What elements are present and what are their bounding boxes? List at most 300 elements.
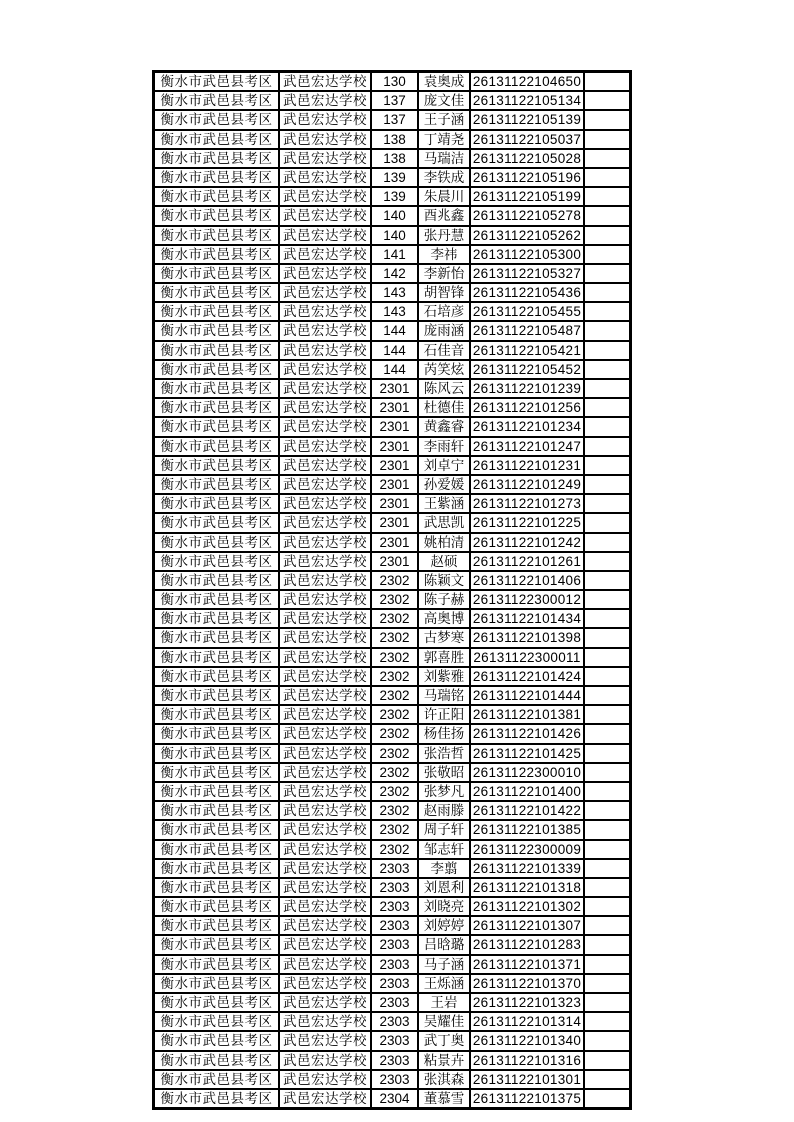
- cell-blank: [584, 935, 631, 954]
- cell-school-name: 武邑宏达学校: [279, 91, 371, 110]
- cell-student-name: 刘婷婷: [418, 916, 470, 935]
- cell-school-name: 武邑宏达学校: [279, 475, 371, 494]
- cell-exam-district: 衡水市武邑县考区: [154, 935, 280, 954]
- exam-roster-table: [152, 70, 632, 1110]
- cell-room-number: 138: [371, 130, 418, 149]
- cell-exam-number: 26131122101385: [470, 820, 584, 839]
- cell-blank: [584, 916, 631, 935]
- cell-exam-district: 衡水市武邑县考区: [154, 264, 280, 283]
- table-row: [154, 590, 631, 609]
- cell-exam-district: 衡水市武邑县考区: [154, 91, 280, 110]
- cell-blank: [584, 398, 631, 417]
- cell-exam-number: 26131122105455: [470, 302, 584, 321]
- cell-room-number: 2303: [371, 1031, 418, 1050]
- cell-school-name: 武邑宏达学校: [279, 456, 371, 475]
- cell-exam-district: 衡水市武邑县考区: [154, 686, 280, 705]
- cell-school-name: 武邑宏达学校: [279, 494, 371, 513]
- cell-school-name: 武邑宏达学校: [279, 130, 371, 149]
- cell-exam-district: 衡水市武邑县考区: [154, 1089, 280, 1109]
- cell-student-name: 酉兆鑫: [418, 206, 470, 225]
- cell-exam-number: 26131122101425: [470, 744, 584, 763]
- table-row: [154, 801, 631, 820]
- cell-exam-district: 衡水市武邑县考区: [154, 993, 280, 1012]
- cell-school-name: 武邑宏达学校: [279, 552, 371, 571]
- cell-exam-number: 26131122101234: [470, 417, 584, 436]
- cell-school-name: 武邑宏达学校: [279, 168, 371, 187]
- table-row: [154, 302, 631, 321]
- table-row: [154, 571, 631, 590]
- cell-room-number: 143: [371, 302, 418, 321]
- cell-blank: [584, 360, 631, 379]
- cell-student-name: 武丁奥: [418, 1031, 470, 1050]
- cell-exam-district: 衡水市武邑县考区: [154, 110, 280, 129]
- table-row: [154, 245, 631, 264]
- cell-room-number: 2301: [371, 456, 418, 475]
- cell-exam-number: 26131122101434: [470, 609, 584, 628]
- cell-blank: [584, 974, 631, 993]
- cell-exam-district: 衡水市武邑县考区: [154, 571, 280, 590]
- cell-room-number: 2303: [371, 916, 418, 935]
- cell-student-name: 黄鑫睿: [418, 417, 470, 436]
- cell-blank: [584, 571, 631, 590]
- cell-exam-number: 26131122101424: [470, 667, 584, 686]
- cell-blank: [584, 1070, 631, 1089]
- cell-room-number: 2301: [371, 437, 418, 456]
- cell-exam-number: 26131122105196: [470, 168, 584, 187]
- table-row: [154, 724, 631, 743]
- cell-exam-district: 衡水市武邑县考区: [154, 302, 280, 321]
- cell-exam-number: 26131122300012: [470, 590, 584, 609]
- cell-exam-district: 衡水市武邑县考区: [154, 955, 280, 974]
- cell-school-name: 武邑宏达学校: [279, 859, 371, 878]
- cell-room-number: 2302: [371, 724, 418, 743]
- table-row: [154, 206, 631, 225]
- cell-room-number: 2301: [371, 533, 418, 552]
- cell-exam-district: 衡水市武邑县考区: [154, 648, 280, 667]
- cell-exam-number: 26131122101239: [470, 379, 584, 398]
- table-row: [154, 379, 631, 398]
- cell-student-name: 张敬昭: [418, 763, 470, 782]
- cell-exam-district: 衡水市武邑县考区: [154, 533, 280, 552]
- cell-room-number: 137: [371, 91, 418, 110]
- cell-exam-number: 26131122101314: [470, 1012, 584, 1031]
- cell-room-number: 130: [371, 72, 418, 92]
- cell-school-name: 武邑宏达学校: [279, 360, 371, 379]
- table-row: [154, 264, 631, 283]
- cell-room-number: 2304: [371, 1089, 418, 1109]
- cell-school-name: 武邑宏达学校: [279, 226, 371, 245]
- cell-student-name: 马瑞洁: [418, 149, 470, 168]
- cell-school-name: 武邑宏达学校: [279, 379, 371, 398]
- cell-room-number: 2303: [371, 897, 418, 916]
- cell-room-number: 141: [371, 245, 418, 264]
- cell-exam-district: 衡水市武邑县考区: [154, 379, 280, 398]
- cell-exam-number: 26131122105327: [470, 264, 584, 283]
- cell-exam-number: 26131122101381: [470, 705, 584, 724]
- cell-student-name: 王烁涵: [418, 974, 470, 993]
- cell-exam-district: 衡水市武邑县考区: [154, 744, 280, 763]
- cell-room-number: 138: [371, 149, 418, 168]
- cell-exam-number: 26131122105262: [470, 226, 584, 245]
- table-row: [154, 686, 631, 705]
- cell-exam-district: 衡水市武邑县考区: [154, 897, 280, 916]
- cell-room-number: 2302: [371, 705, 418, 724]
- cell-exam-number: 26131122101370: [470, 974, 584, 993]
- cell-blank: [584, 533, 631, 552]
- cell-exam-number: 26131122101242: [470, 533, 584, 552]
- cell-exam-number: 26131122101318: [470, 878, 584, 897]
- cell-exam-district: 衡水市武邑县考区: [154, 705, 280, 724]
- cell-room-number: 143: [371, 283, 418, 302]
- cell-blank: [584, 513, 631, 532]
- cell-student-name: 董慕雪: [418, 1089, 470, 1109]
- cell-room-number: 140: [371, 226, 418, 245]
- cell-school-name: 武邑宏达学校: [279, 283, 371, 302]
- cell-student-name: 赵硕: [418, 552, 470, 571]
- cell-blank: [584, 820, 631, 839]
- cell-school-name: 武邑宏达学校: [279, 609, 371, 628]
- cell-student-name: 姚柏清: [418, 533, 470, 552]
- cell-exam-district: 衡水市武邑县考区: [154, 1012, 280, 1031]
- cell-exam-district: 衡水市武邑县考区: [154, 245, 280, 264]
- table-row: [154, 763, 631, 782]
- cell-room-number: 144: [371, 360, 418, 379]
- cell-student-name: 许正阳: [418, 705, 470, 724]
- cell-exam-district: 衡水市武邑县考区: [154, 360, 280, 379]
- cell-blank: [584, 744, 631, 763]
- table-row: [154, 437, 631, 456]
- cell-exam-district: 衡水市武邑县考区: [154, 187, 280, 206]
- cell-blank: [584, 686, 631, 705]
- cell-student-name: 刘恩利: [418, 878, 470, 897]
- cell-exam-number: 26131122105028: [470, 149, 584, 168]
- cell-student-name: 李祎: [418, 245, 470, 264]
- cell-room-number: 2302: [371, 667, 418, 686]
- cell-student-name: 庞文佳: [418, 91, 470, 110]
- cell-exam-number: 26131122105037: [470, 130, 584, 149]
- cell-exam-district: 衡水市武邑县考区: [154, 724, 280, 743]
- cell-school-name: 武邑宏达学校: [279, 321, 371, 340]
- cell-exam-district: 衡水市武邑县考区: [154, 801, 280, 820]
- cell-room-number: 2301: [371, 475, 418, 494]
- cell-blank: [584, 91, 631, 110]
- cell-school-name: 武邑宏达学校: [279, 1089, 371, 1109]
- table-row: [154, 782, 631, 801]
- cell-school-name: 武邑宏达学校: [279, 820, 371, 839]
- cell-student-name: 杜德佳: [418, 398, 470, 417]
- table-row: [154, 993, 631, 1012]
- cell-school-name: 武邑宏达学校: [279, 705, 371, 724]
- table-row: [154, 840, 631, 859]
- cell-exam-district: 衡水市武邑县考区: [154, 820, 280, 839]
- table-row: [154, 820, 631, 839]
- cell-blank: [584, 206, 631, 225]
- cell-exam-district: 衡水市武邑县考区: [154, 456, 280, 475]
- cell-room-number: 2303: [371, 955, 418, 974]
- cell-school-name: 武邑宏达学校: [279, 533, 371, 552]
- cell-student-name: 刘紫雅: [418, 667, 470, 686]
- cell-room-number: 2302: [371, 648, 418, 667]
- table-row: [154, 552, 631, 571]
- table-row: [154, 628, 631, 647]
- cell-student-name: 胡智锋: [418, 283, 470, 302]
- cell-student-name: 吕晗璐: [418, 935, 470, 954]
- cell-school-name: 武邑宏达学校: [279, 398, 371, 417]
- table-row: [154, 1031, 631, 1050]
- cell-exam-district: 衡水市武邑县考区: [154, 206, 280, 225]
- cell-room-number: 2303: [371, 1012, 418, 1031]
- cell-exam-number: 26131122101283: [470, 935, 584, 954]
- cell-blank: [584, 226, 631, 245]
- cell-exam-number: 26131122101301: [470, 1070, 584, 1089]
- table-row: [154, 667, 631, 686]
- cell-exam-district: 衡水市武邑县考区: [154, 609, 280, 628]
- cell-school-name: 武邑宏达学校: [279, 72, 371, 92]
- table-row: [154, 187, 631, 206]
- cell-exam-number: 26131122101256: [470, 398, 584, 417]
- cell-room-number: 140: [371, 206, 418, 225]
- cell-student-name: 李铁成: [418, 168, 470, 187]
- exam-roster-body: [154, 72, 631, 1109]
- cell-school-name: 武邑宏达学校: [279, 1070, 371, 1089]
- cell-exam-number: 26131122101247: [470, 437, 584, 456]
- cell-student-name: 庞雨涵: [418, 321, 470, 340]
- cell-school-name: 武邑宏达学校: [279, 667, 371, 686]
- cell-exam-district: 衡水市武邑县考区: [154, 763, 280, 782]
- cell-blank: [584, 264, 631, 283]
- cell-blank: [584, 840, 631, 859]
- cell-blank: [584, 456, 631, 475]
- cell-student-name: 王岩: [418, 993, 470, 1012]
- cell-blank: [584, 494, 631, 513]
- cell-student-name: 邹志轩: [418, 840, 470, 859]
- cell-exam-number: 26131122101340: [470, 1031, 584, 1050]
- cell-exam-district: 衡水市武邑县考区: [154, 226, 280, 245]
- table-row: [154, 91, 631, 110]
- cell-exam-number: 26131122105199: [470, 187, 584, 206]
- cell-student-name: 李翦: [418, 859, 470, 878]
- cell-exam-district: 衡水市武邑县考区: [154, 513, 280, 532]
- cell-school-name: 武邑宏达学校: [279, 571, 371, 590]
- cell-student-name: 丁靖尧: [418, 130, 470, 149]
- cell-room-number: 2302: [371, 820, 418, 839]
- table-row: [154, 130, 631, 149]
- cell-room-number: 2301: [371, 379, 418, 398]
- table-row: [154, 513, 631, 532]
- cell-blank: [584, 724, 631, 743]
- table-row: [154, 226, 631, 245]
- cell-exam-district: 衡水市武邑县考区: [154, 552, 280, 571]
- cell-student-name: 刘晓亮: [418, 897, 470, 916]
- table-row: [154, 955, 631, 974]
- table-row: [154, 341, 631, 360]
- cell-student-name: 张浩哲: [418, 744, 470, 763]
- cell-room-number: 2302: [371, 628, 418, 647]
- cell-blank: [584, 302, 631, 321]
- cell-student-name: 周子轩: [418, 820, 470, 839]
- cell-school-name: 武邑宏达学校: [279, 993, 371, 1012]
- cell-room-number: 2301: [371, 398, 418, 417]
- cell-school-name: 武邑宏达学校: [279, 590, 371, 609]
- table-row: [154, 744, 631, 763]
- table-row: [154, 935, 631, 954]
- cell-exam-district: 衡水市武邑县考区: [154, 667, 280, 686]
- table-row: [154, 417, 631, 436]
- cell-blank: [584, 859, 631, 878]
- cell-blank: [584, 667, 631, 686]
- cell-student-name: 朱晨川: [418, 187, 470, 206]
- table-row: [154, 360, 631, 379]
- table-row: [154, 1070, 631, 1089]
- cell-room-number: 2302: [371, 763, 418, 782]
- cell-exam-district: 衡水市武邑县考区: [154, 1031, 280, 1050]
- cell-blank: [584, 321, 631, 340]
- cell-student-name: 马子涵: [418, 955, 470, 974]
- cell-exam-district: 衡水市武邑县考区: [154, 283, 280, 302]
- cell-room-number: 2303: [371, 1051, 418, 1070]
- cell-room-number: 2303: [371, 993, 418, 1012]
- cell-student-name: 马瑞铭: [418, 686, 470, 705]
- cell-blank: [584, 283, 631, 302]
- cell-blank: [584, 648, 631, 667]
- cell-student-name: 陈风云: [418, 379, 470, 398]
- cell-blank: [584, 590, 631, 609]
- cell-blank: [584, 763, 631, 782]
- table-row: [154, 321, 631, 340]
- cell-room-number: 2303: [371, 974, 418, 993]
- cell-room-number: 2301: [371, 494, 418, 513]
- cell-exam-district: 衡水市武邑县考区: [154, 168, 280, 187]
- cell-student-name: 芮笑炫: [418, 360, 470, 379]
- cell-exam-district: 衡水市武邑县考区: [154, 437, 280, 456]
- cell-room-number: 139: [371, 187, 418, 206]
- cell-exam-district: 衡水市武邑县考区: [154, 494, 280, 513]
- cell-exam-district: 衡水市武邑县考区: [154, 417, 280, 436]
- cell-exam-number: 26131122105452: [470, 360, 584, 379]
- cell-exam-number: 26131122300009: [470, 840, 584, 859]
- cell-exam-district: 衡水市武邑县考区: [154, 130, 280, 149]
- table-row: [154, 974, 631, 993]
- cell-blank: [584, 379, 631, 398]
- cell-exam-number: 26131122105421: [470, 341, 584, 360]
- cell-exam-number: 26131122300010: [470, 763, 584, 782]
- cell-school-name: 武邑宏达学校: [279, 916, 371, 935]
- cell-blank: [584, 72, 631, 92]
- cell-exam-number: 26131122101261: [470, 552, 584, 571]
- table-row: [154, 168, 631, 187]
- cell-student-name: 刘卓宁: [418, 456, 470, 475]
- cell-exam-district: 衡水市武邑县考区: [154, 974, 280, 993]
- cell-student-name: 张梦凡: [418, 782, 470, 801]
- table-row: [154, 916, 631, 935]
- cell-exam-number: 26131122101444: [470, 686, 584, 705]
- cell-exam-number: 26131122101398: [470, 628, 584, 647]
- cell-blank: [584, 1089, 631, 1109]
- cell-school-name: 武邑宏达学校: [279, 187, 371, 206]
- cell-student-name: 石佳音: [418, 341, 470, 360]
- cell-exam-number: 26131122101426: [470, 724, 584, 743]
- cell-exam-district: 衡水市武邑县考区: [154, 840, 280, 859]
- cell-room-number: 2302: [371, 782, 418, 801]
- cell-school-name: 武邑宏达学校: [279, 341, 371, 360]
- cell-exam-number: 26131122101406: [470, 571, 584, 590]
- cell-room-number: 2302: [371, 571, 418, 590]
- cell-school-name: 武邑宏达学校: [279, 878, 371, 897]
- cell-exam-district: 衡水市武邑县考区: [154, 916, 280, 935]
- cell-blank: [584, 1031, 631, 1050]
- cell-room-number: 2302: [371, 609, 418, 628]
- cell-blank: [584, 705, 631, 724]
- cell-room-number: 144: [371, 321, 418, 340]
- cell-school-name: 武邑宏达学校: [279, 840, 371, 859]
- cell-room-number: 137: [371, 110, 418, 129]
- cell-student-name: 王子涵: [418, 110, 470, 129]
- cell-blank: [584, 187, 631, 206]
- table-row: [154, 475, 631, 494]
- cell-student-name: 陈颖文: [418, 571, 470, 590]
- cell-school-name: 武邑宏达学校: [279, 763, 371, 782]
- cell-student-name: 袁奥成: [418, 72, 470, 92]
- cell-room-number: 2301: [371, 513, 418, 532]
- cell-exam-district: 衡水市武邑县考区: [154, 782, 280, 801]
- cell-school-name: 武邑宏达学校: [279, 206, 371, 225]
- cell-student-name: 孙爱媛: [418, 475, 470, 494]
- cell-exam-number: 26131122105278: [470, 206, 584, 225]
- cell-exam-number: 26131122101375: [470, 1089, 584, 1109]
- cell-exam-number: 26131122104650: [470, 72, 584, 92]
- table-row: [154, 398, 631, 417]
- table-row: [154, 1089, 631, 1109]
- cell-room-number: 2303: [371, 935, 418, 954]
- cell-school-name: 武邑宏达学校: [279, 110, 371, 129]
- cell-exam-district: 衡水市武邑县考区: [154, 859, 280, 878]
- cell-school-name: 武邑宏达学校: [279, 648, 371, 667]
- cell-exam-district: 衡水市武邑县考区: [154, 1070, 280, 1089]
- cell-school-name: 武邑宏达学校: [279, 437, 371, 456]
- cell-exam-number: 26131122101302: [470, 897, 584, 916]
- cell-school-name: 武邑宏达学校: [279, 935, 371, 954]
- cell-student-name: 张淇森: [418, 1070, 470, 1089]
- cell-room-number: 2302: [371, 686, 418, 705]
- cell-exam-number: 26131122101225: [470, 513, 584, 532]
- cell-student-name: 陈子赫: [418, 590, 470, 609]
- cell-school-name: 武邑宏达学校: [279, 724, 371, 743]
- cell-school-name: 武邑宏达学校: [279, 801, 371, 820]
- cell-room-number: 144: [371, 341, 418, 360]
- cell-student-name: 赵雨滕: [418, 801, 470, 820]
- cell-room-number: 2301: [371, 552, 418, 571]
- cell-school-name: 武邑宏达学校: [279, 686, 371, 705]
- cell-student-name: 高奥博: [418, 609, 470, 628]
- table-row: [154, 878, 631, 897]
- cell-school-name: 武邑宏达学校: [279, 628, 371, 647]
- cell-student-name: 王紫涵: [418, 494, 470, 513]
- cell-room-number: 139: [371, 168, 418, 187]
- table-row: [154, 609, 631, 628]
- cell-blank: [584, 897, 631, 916]
- cell-school-name: 武邑宏达学校: [279, 1012, 371, 1031]
- cell-exam-district: 衡水市武邑县考区: [154, 475, 280, 494]
- cell-student-name: 石培彦: [418, 302, 470, 321]
- table-row: [154, 859, 631, 878]
- cell-school-name: 武邑宏达学校: [279, 782, 371, 801]
- cell-blank: [584, 168, 631, 187]
- cell-room-number: 2301: [371, 417, 418, 436]
- table-row: [154, 705, 631, 724]
- cell-school-name: 武邑宏达学校: [279, 149, 371, 168]
- cell-school-name: 武邑宏达学校: [279, 302, 371, 321]
- cell-school-name: 武邑宏达学校: [279, 897, 371, 916]
